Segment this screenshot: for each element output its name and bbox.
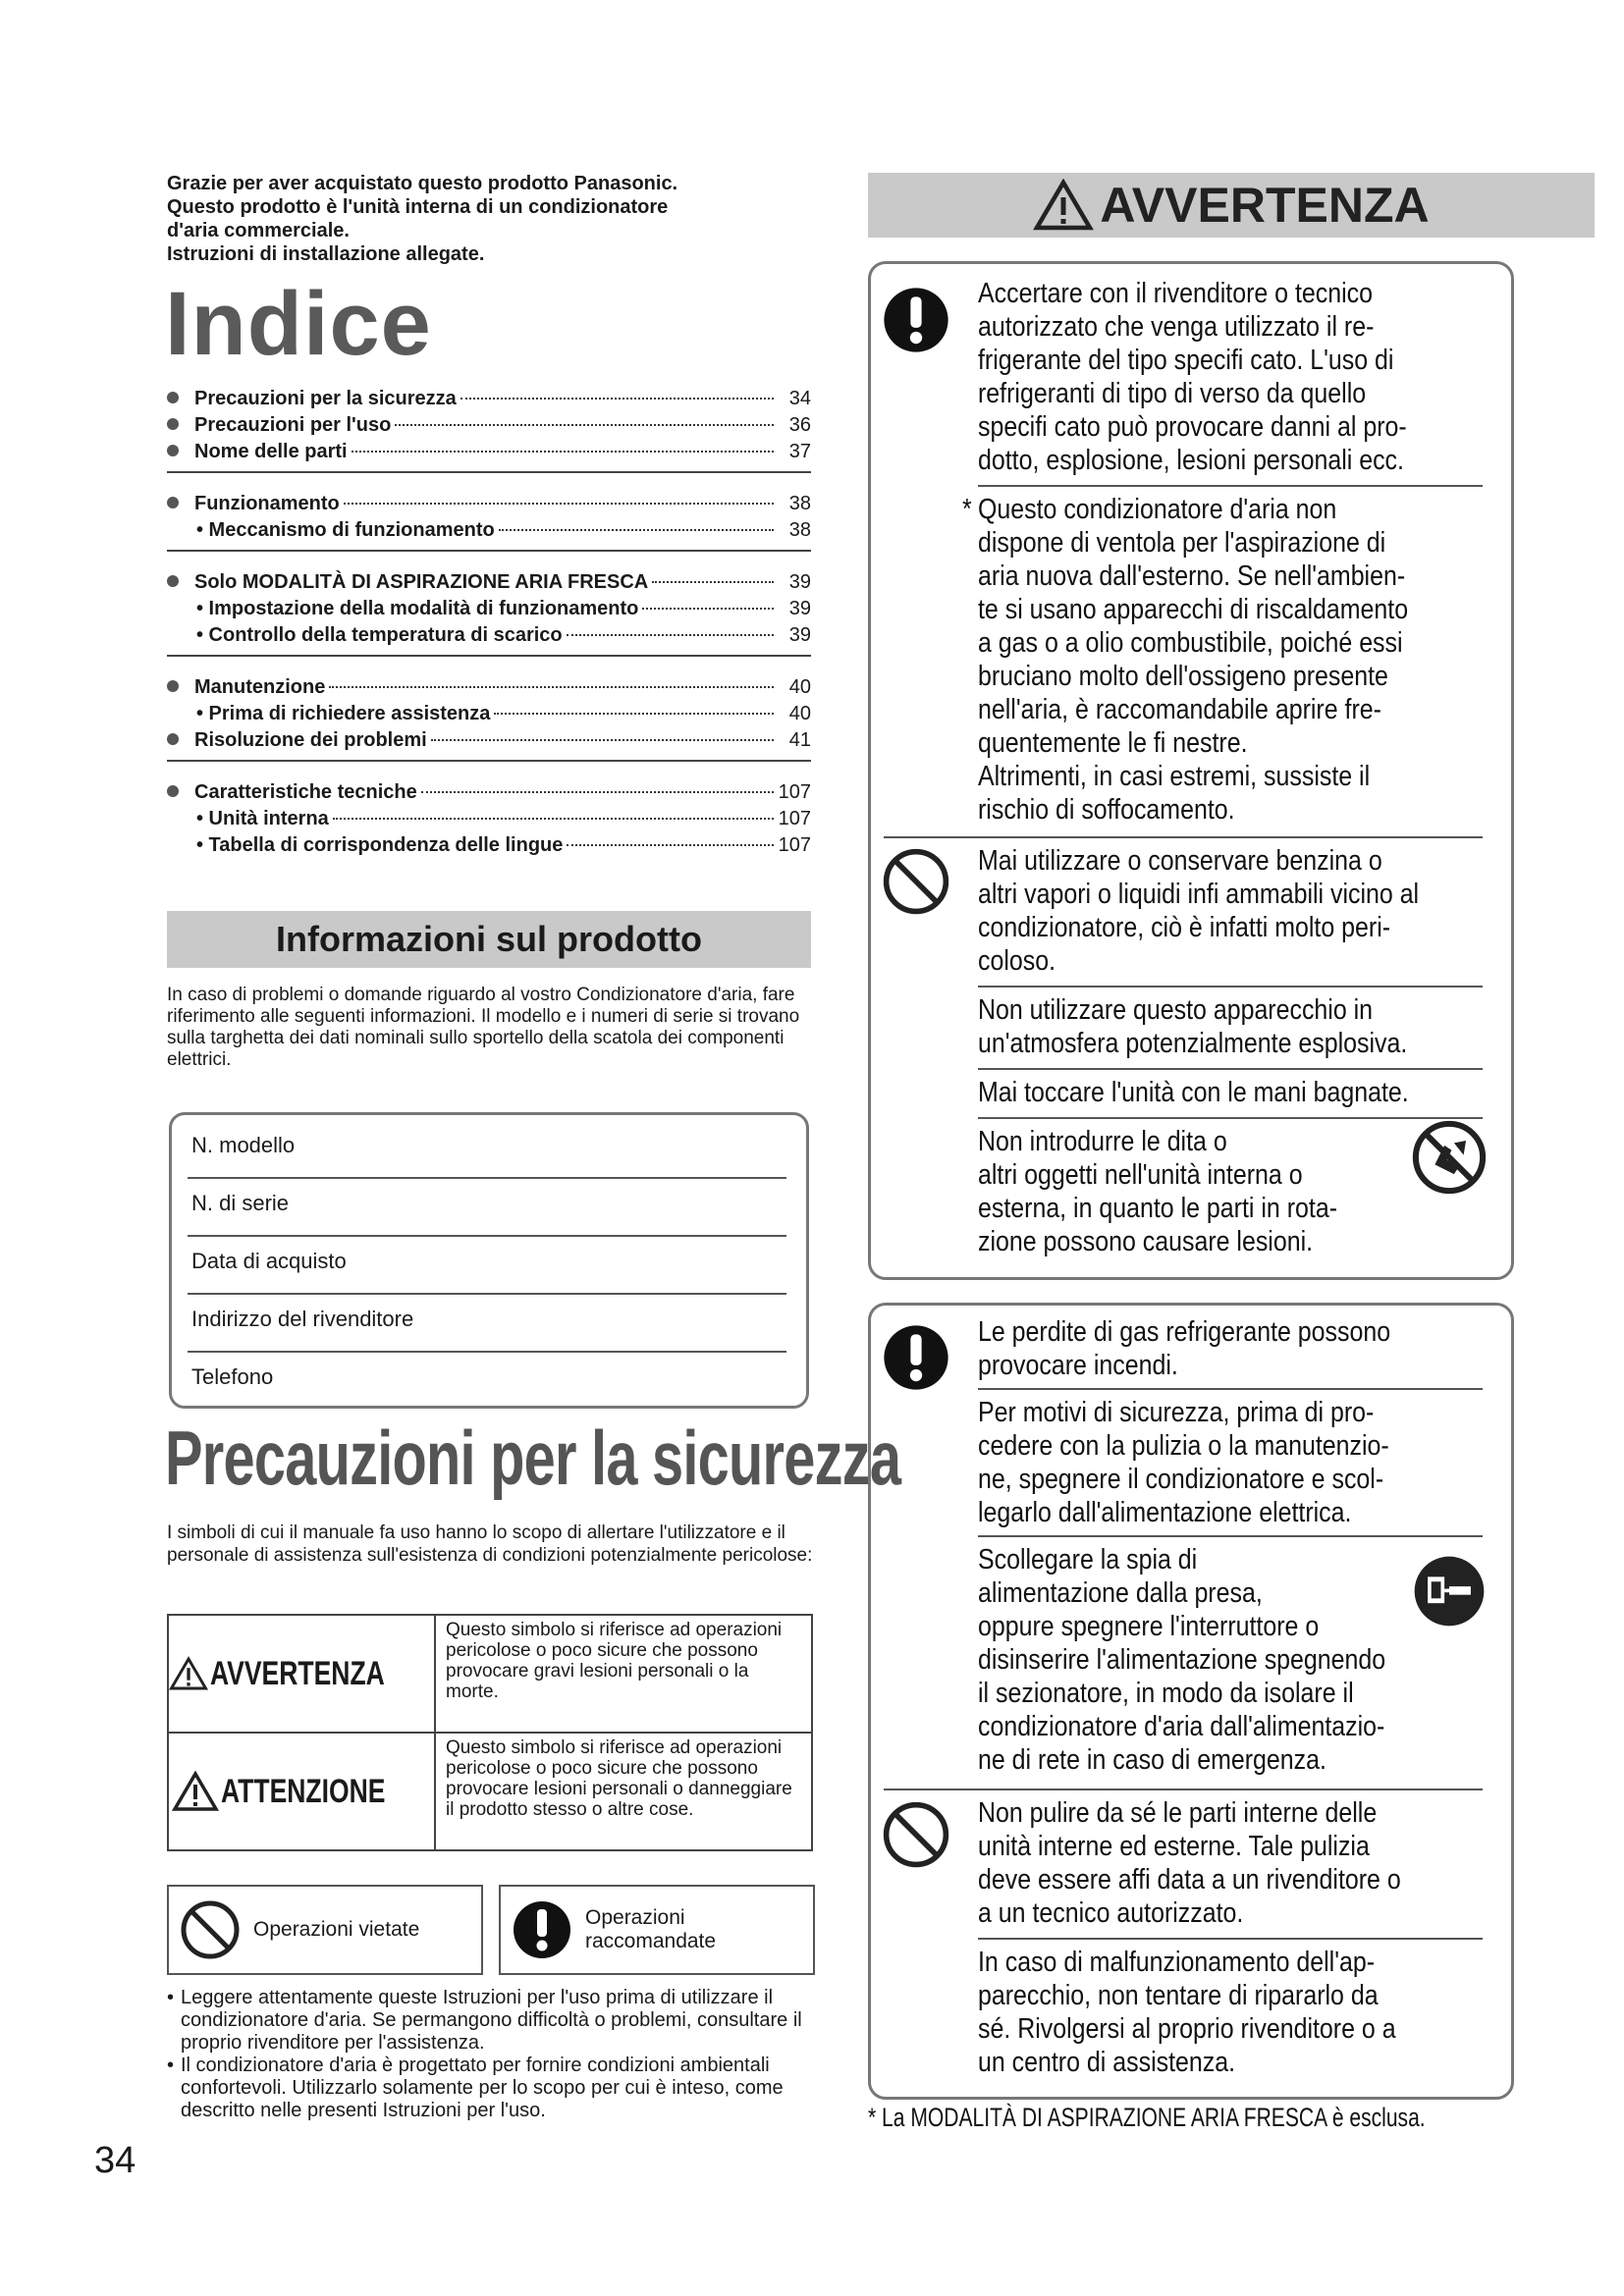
text-line: autorizzato che venga utilizzato il re- — [978, 311, 1375, 343]
toc-entry-page: 38 — [788, 493, 811, 514]
safety-intro-text: I simboli di cui il manuale fa uso hanno lo scopo di allertare l'utilizzatore e il personale di assistenza sull'esistenza di condizioni potenzialmente pericolose: — [167, 1522, 813, 1566]
prohibited-icon — [881, 846, 951, 917]
prohibited-icon — [881, 1799, 951, 1870]
phone-field: Telefono — [191, 1364, 274, 1389]
note-item: • Il condizionatore d'aria è progettato per fornire condizioni ambientali confortevoli. Utilizzarlo solamente per lo scopo per cui è inteso, come descritto nelle presenti Istruzioni per l'uso. — [167, 2055, 817, 2122]
toc-entry-page: 107 — [778, 781, 811, 803]
text-line: Le perdite di gas refrigerante possono — [978, 1316, 1391, 1348]
table-of-contents — [167, 386, 811, 882]
divider — [884, 836, 1483, 838]
warning-disconnect-power — [978, 1543, 1385, 1777]
text-line: Accertare con il rivenditore o tecnico — [978, 278, 1374, 309]
caution-description: Questo simbolo si riferisce ad operazioni pericolose o poco sicure che possono provocare lesioni personali o danneggiare il prodotto stesso o altre cose. — [446, 1737, 792, 1820]
text-line: a gas o a olio combustibile, poiché essi — [978, 627, 1403, 659]
safety-title: Precauzioni per la sicurezza — [165, 1415, 901, 1501]
text-line: sé. Rivolgersi al proprio rivenditore o a — [978, 2013, 1396, 2045]
warning-fingers — [978, 1125, 1337, 1258]
text-line: alimentazione dalla presa, — [978, 1577, 1263, 1609]
bullet-icon — [167, 575, 179, 587]
warning-triangle-icon — [1033, 179, 1094, 232]
toc-entry-page: 37 — [788, 441, 811, 462]
caution-label-text: ATTENZIONE — [220, 1772, 386, 1810]
no-fingers-fan-icon — [1411, 1119, 1488, 1196]
text-line: frigerante del tipo specifi cato. L'uso di — [978, 345, 1394, 376]
text-line: Non pulire da sé le parti interne delle — [978, 1797, 1378, 1829]
note-text: Leggere attentamente queste Istruzioni per l'uso prima di utilizzare il condizionatore d'aria. Se permangono difficoltà o problemi, consultare il proprio rivenditore per l'assistenza. — [181, 1987, 802, 2054]
warning-heading-text: AVVERTENZA — [1100, 178, 1430, 233]
text-line: altri vapori o liquidi infi ammabili vicino al — [978, 879, 1420, 910]
bullet-icon — [167, 785, 179, 797]
symbol-table — [167, 1614, 813, 1851]
bullet-icon — [167, 392, 179, 403]
toc-entry-page: 40 — [788, 703, 811, 724]
bullet-icon — [167, 497, 179, 508]
divider — [884, 1789, 1483, 1790]
toc-entry[interactable] — [167, 779, 811, 806]
text-line: il sezionatore, in modo da isolare il — [978, 1678, 1354, 1709]
text-line: refrigeranti di tipo di verso da quello — [978, 378, 1367, 409]
text-line: Questo condizionatore d'aria non — [978, 494, 1337, 525]
toc-entry-label: Precauzioni per l'uso — [194, 414, 392, 436]
text-line: un centro di assistenza. — [978, 2047, 1236, 2078]
text-line: Mai toccare l'unità con le mani bagnate. — [978, 1077, 1409, 1108]
product-info-heading: Informazioni sul prodotto — [167, 911, 811, 968]
bullet-icon — [167, 733, 179, 745]
divider — [978, 485, 1483, 487]
warning-explosive-atmosphere — [978, 993, 1407, 1060]
warning-no-self-repair — [978, 1946, 1396, 2079]
warning-wet-hands — [978, 1076, 1409, 1109]
toc-title: Indice — [165, 274, 432, 374]
toc-entry-page: 107 — [778, 808, 811, 829]
text-line: cedere con la pulizia o la manutenzio- — [978, 1430, 1389, 1462]
text-line: condizionatore, ciò è infatti molto peri- — [978, 912, 1391, 943]
toc-entry-label: Precauzioni per la sicurezza — [194, 388, 457, 409]
text-line: Altrimenti, in casi estremi, sussiste il — [978, 761, 1371, 792]
text-line: aria nuova dall'esterno. Se nell'ambien- — [978, 561, 1406, 592]
text-line: coloso. — [978, 945, 1056, 977]
text-line: te si usano apparecchi di riscaldamento — [978, 594, 1409, 625]
text-line: dispone di ventola per l'aspirazione di — [978, 527, 1386, 559]
toc-entry-page: 39 — [788, 624, 811, 646]
bullet-icon — [167, 418, 179, 430]
toc-subentry[interactable] — [167, 596, 811, 622]
toc-subentry[interactable] — [167, 517, 811, 544]
text-line: specifi cato può provocare danni al pro- — [978, 411, 1407, 443]
divider — [978, 1068, 1483, 1070]
toc-entry[interactable] — [167, 491, 811, 517]
toc-entry-label: Risoluzione dei problemi — [194, 729, 427, 751]
text-line: condizionatore d'aria dall'alimentazio- — [978, 1711, 1385, 1742]
text-line: quentemente le fi nestre. — [978, 727, 1248, 759]
warning-description: Questo simbolo si riferisce ad operazioni pericolose o poco sicure che possono provocare gravi lesioni personali o la morte. — [446, 1620, 783, 1702]
toc-subentry[interactable] — [167, 832, 811, 859]
divider — [978, 1117, 1483, 1119]
toc-entry-page: 41 — [788, 729, 811, 751]
toc-entry-page: 34 — [788, 388, 811, 409]
text-line: ne, spegnere il condizionatore e scol- — [978, 1464, 1384, 1495]
toc-entry-label: • Tabella di corrispondenza delle lingue — [196, 834, 564, 856]
toc-subentry[interactable] — [167, 622, 811, 649]
prohibited-icon — [179, 1898, 242, 1961]
caution-label — [169, 1734, 436, 1849]
toc-entry-label: Manutenzione — [194, 676, 326, 698]
text-line: oppure spegnere l'interruttore o — [978, 1611, 1320, 1642]
divider — [978, 1535, 1483, 1537]
text-line: zione possono causare lesioni. — [978, 1226, 1314, 1257]
text-line: nell'aria, è raccomandabile aprire fre- — [978, 694, 1381, 725]
toc-group — [167, 779, 811, 865]
mandatory-operations-label: Operazioni raccomandate — [585, 1906, 717, 1952]
toc-entry-label: Caratteristiche tecniche — [194, 781, 417, 803]
divider — [978, 986, 1483, 988]
forbidden-operations-label: Operazioni vietate — [253, 1918, 420, 1941]
toc-entry[interactable] — [167, 412, 811, 439]
dealer-address-field: Indirizzo del rivenditore — [188, 1295, 786, 1353]
usage-notes — [167, 1987, 817, 2122]
divider — [978, 1388, 1483, 1390]
intro-line: d'aria commerciale. — [167, 220, 350, 241]
intro-text — [167, 172, 835, 266]
toc-entry[interactable] — [167, 674, 811, 701]
toc-entry-label: Solo MODALITÀ DI ASPIRAZIONE ARIA FRESCA — [194, 571, 649, 593]
toc-group — [167, 386, 811, 473]
text-line: dotto, esplosione, lesioni personali ecc. — [978, 445, 1404, 476]
toc-entry-label: Funzionamento — [194, 493, 340, 514]
warning-maintenance-power-off — [978, 1396, 1389, 1529]
text-line: parecchio, non tentare di ripararlo da — [978, 1980, 1379, 2011]
text-line: a un tecnico autorizzato. — [978, 1897, 1244, 1929]
toc-entry-page: 39 — [788, 571, 811, 593]
toc-entry-label: • Controllo della temperatura di scarico — [196, 624, 563, 646]
text-line: unità interne ed esterne. Tale pulizia — [978, 1831, 1370, 1862]
text-line: disinserire l'alimentazione spegnendo — [978, 1644, 1386, 1676]
warning-internal-cleaning — [978, 1796, 1401, 1930]
text-line: altri oggetti nell'unità interna o — [978, 1159, 1303, 1191]
footnote: * La MODALITÀ DI ASPIRAZIONE ARIA FRESCA è esclusa. — [868, 2103, 1426, 2132]
text-line: Mai utilizzare o conservare benzina o — [978, 845, 1382, 877]
toc-entry-label: • Prima di richiedere assistenza — [196, 703, 491, 724]
toc-entry[interactable] — [167, 569, 811, 596]
page-number: 34 — [94, 2140, 136, 2181]
unplug-power-icon — [1411, 1553, 1488, 1629]
mandatory-operations-legend — [499, 1885, 815, 1975]
text-line: bruciano molto dell'ossigeno presente — [978, 661, 1388, 692]
warning-heading — [868, 173, 1595, 238]
toc-entry-page: 39 — [788, 598, 811, 619]
serial-number-field: N. di serie — [188, 1179, 786, 1237]
product-info-text: In caso di problemi o domande riguardo al vostro Condizionatore d'aria, fare riferimento alle seguenti informazioni. Il modello e i numeri di serie si trovano sulla targhetta dei dati nominali sullo sportello della scatola dei componenti elettrici. — [167, 985, 800, 1070]
intro-line: Grazie per aver acquistato questo prodotto Panasonic. — [167, 173, 678, 194]
toc-entry-page: 107 — [778, 834, 811, 856]
mandatory-exclamation-icon — [881, 1322, 951, 1393]
mandatory-exclamation-icon — [511, 1898, 573, 1961]
bullet-icon — [167, 680, 179, 692]
toc-entry-label: Nome delle parti — [194, 441, 348, 462]
forbidden-operations-legend — [167, 1885, 483, 1975]
text-line: Per motivi di sicurezza, prima di pro- — [978, 1397, 1375, 1428]
toc-entry-label: • Meccanismo di funzionamento — [196, 519, 495, 541]
toc-entry-page: 36 — [788, 414, 811, 436]
warning-ventilation — [978, 493, 1408, 827]
toc-group — [167, 491, 811, 552]
warning-triangle-icon — [169, 1653, 208, 1694]
toc-group — [167, 674, 811, 762]
symbol-row-caution — [169, 1732, 811, 1849]
product-info-form — [169, 1112, 809, 1409]
note-item: • Leggere attentamente queste Istruzioni per l'uso prima di utilizzare il condizionatore d'aria. Se permangono difficoltà o problemi, consultare il proprio rivenditore per l'assistenza. — [167, 1987, 817, 2055]
symbol-row-warning — [169, 1616, 811, 1732]
bullet-icon — [167, 445, 179, 456]
text-line: Non utilizzare questo apparecchio in — [978, 994, 1374, 1026]
toc-entry-label: • Unità interna — [196, 808, 329, 829]
toc-entry-page: 38 — [788, 519, 811, 541]
warning-label-text: AVVERTENZA — [210, 1654, 385, 1692]
text-line: Scollegare la spia di — [978, 1544, 1198, 1575]
text-line: un'atmosfera potenzialmente esplosiva. — [978, 1028, 1408, 1059]
text-line: rischio di soffocamento. — [978, 794, 1235, 826]
divider — [978, 1938, 1483, 1940]
warning-triangle-icon — [172, 1771, 219, 1812]
toc-subentry[interactable] — [167, 701, 811, 727]
toc-entry[interactable] — [167, 439, 811, 465]
note-text: Il condizionatore d'aria è progettato per fornire condizioni ambientali confortevoli. Utilizzarlo solamente per lo scopo per cui è inteso, come descritto nelle presenti Istruzioni per l'uso. — [181, 2055, 784, 2121]
toc-group — [167, 569, 811, 657]
toc-entry[interactable] — [167, 727, 811, 754]
text-line: In caso di malfunzionamento dell'ap- — [978, 1947, 1376, 1978]
toc-entry-label: • Impostazione della modalità di funzionamento — [196, 598, 639, 619]
warning-refrigerant-type — [978, 277, 1407, 477]
text-line: legarlo dall'alimentazione elettrica. — [978, 1497, 1352, 1528]
toc-entry-page: 40 — [788, 676, 811, 698]
warning-flammables — [978, 844, 1419, 978]
toc-entry[interactable] — [167, 386, 811, 412]
purchase-date-field: Data di acquisto — [188, 1237, 786, 1295]
model-number-field: N. modello — [188, 1121, 786, 1179]
toc-subentry[interactable] — [167, 806, 811, 832]
text-line: Non introdurre le dita o — [978, 1126, 1227, 1157]
text-line: esterna, in quanto le parti in rota- — [978, 1193, 1338, 1224]
asterisk-marker: * — [962, 494, 972, 525]
text-line: provocare incendi. — [978, 1350, 1178, 1381]
text-line: deve essere affi data a un rivenditore o — [978, 1864, 1401, 1896]
intro-line: Istruzioni di installazione allegate. — [167, 243, 485, 265]
intro-line: Questo prodotto è l'unità interna di un condizionatore — [167, 196, 669, 218]
mandatory-exclamation-icon — [881, 285, 951, 355]
warning-gas-leak — [978, 1315, 1390, 1382]
warning-label — [169, 1616, 436, 1732]
text-line: ne di rete in caso di emergenza. — [978, 1744, 1326, 1776]
